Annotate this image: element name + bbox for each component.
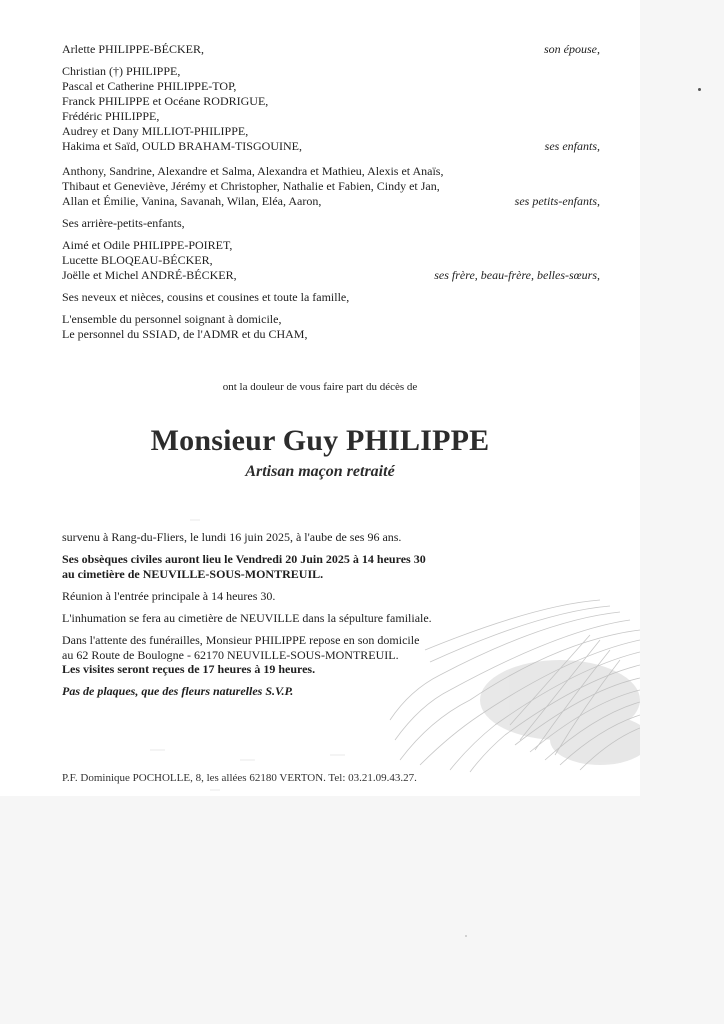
spouse-role: son épouse, bbox=[544, 42, 600, 56]
spouse-name: Arlette PHILIPPE-BÉCKER, bbox=[62, 42, 204, 56]
scan-speck bbox=[465, 935, 467, 937]
funeral-line: Ses obsèques civiles auront lieu le Vendredi 20 Juin 2025 à 14 heures 30 bbox=[62, 552, 426, 566]
rest-line: Dans l'attente des funérailles, Monsieur PHILIPPE repose en son domicile bbox=[62, 633, 420, 647]
grandchildren-role: ses petits-enfants, bbox=[514, 194, 600, 208]
deceased-title: Artisan maçon retraité bbox=[245, 463, 395, 480]
child-line: Hakima et Saïd, OULD BRAHAM-TISGOUINE, bbox=[62, 139, 302, 153]
great-grandchildren: Ses arrière-petits-enfants, bbox=[62, 216, 185, 230]
announcement-text: ont la douleur de vous faire part du décès de bbox=[222, 381, 418, 393]
death-notice: survenu à Rang-du-Fliers, le lundi 16 juin 2025, à l'aube de ses 96 ans. bbox=[62, 530, 402, 544]
funeral-line: au cimetière de NEUVILLE-SOUS-MONTREUIL. bbox=[62, 567, 324, 581]
child-line: Audrey et Dany MILLIOT-PHILIPPE, bbox=[62, 124, 249, 138]
deceased-name: Monsieur Guy PHILIPPE bbox=[150, 424, 490, 457]
staff-line: L'ensemble du personnel soignant à domicile, bbox=[62, 312, 282, 326]
child-line: Pascal et Catherine PHILIPPE-TOP, bbox=[62, 79, 237, 93]
scan-speck bbox=[698, 88, 701, 91]
no-plaques-text: Pas de plaques, que des fleurs naturelles S.V.P. bbox=[62, 684, 294, 698]
burial-text: L'inhumation se fera au cimetière de NEUVILLE dans la sépulture familiale. bbox=[62, 611, 432, 625]
child-line: Franck PHILIPPE et Océane RODRIGUE, bbox=[62, 94, 269, 108]
siblings-role: ses frère, beau-frère, belles-sœurs, bbox=[434, 268, 600, 282]
grandchild-line: Anthony, Sandrine, Alexandre et Salma, Alexandra et Mathieu, Alexis et Anaïs, bbox=[62, 164, 444, 178]
extended-family: Ses neveux et nièces, cousins et cousines et toute la famille, bbox=[62, 290, 350, 304]
grandchild-line: Thibaut et Geneviève, Jérémy et Christopher, Nathalie et Fabien, Cindy et Jan, bbox=[62, 179, 440, 193]
visits-text: Les visites seront reçues de 17 heures à 19 heures. bbox=[62, 662, 316, 676]
funeral-home-footer: P.F. Dominique POCHOLLE, 8, les allées 62180 VERTON. Tel: 03.21.09.43.27. bbox=[62, 772, 417, 784]
meeting-text: Réunion à l'entrée principale à 14 heures 30. bbox=[62, 589, 276, 603]
sibling-line: Joëlle et Michel ANDRÉ-BÉCKER, bbox=[62, 268, 237, 282]
rest-line: au 62 Route de Boulogne - 62170 NEUVILLE-SOUS-MONTREUIL. bbox=[62, 648, 399, 662]
sibling-line: Aimé et Odile PHILIPPE-POIRET, bbox=[62, 238, 233, 252]
children-role: ses enfants, bbox=[544, 139, 600, 153]
staff-line: Le personnel du SSIAD, de l'ADMR et du CHAM, bbox=[62, 327, 308, 341]
child-line: Frédéric PHILIPPE, bbox=[62, 109, 160, 123]
sibling-line: Lucette BLOQEAU-BÉCKER, bbox=[62, 253, 213, 267]
grandchild-line: Allan et Émilie, Vanina, Savanah, Wilan, Eléa, Aaron, bbox=[62, 194, 322, 208]
child-line: Christian (†) PHILIPPE, bbox=[62, 64, 181, 78]
